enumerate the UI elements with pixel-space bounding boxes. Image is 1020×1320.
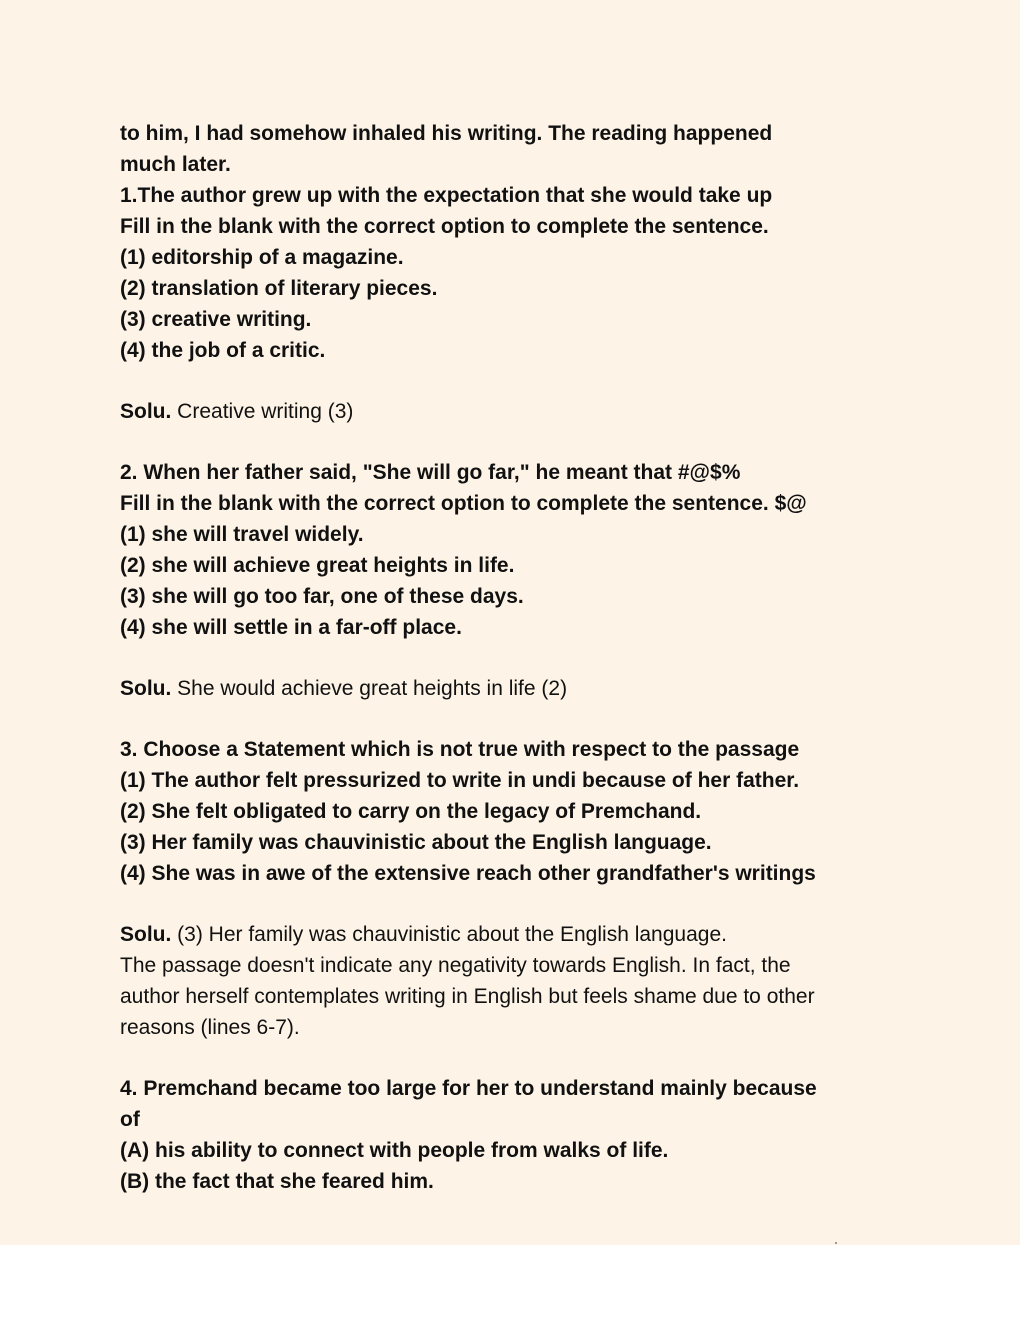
question-1-instruction: Fill in the blank with the correct option to complete the sentence. (120, 215, 769, 238)
question-1-option: (1) editorship of a magazine. (120, 246, 404, 269)
solution-3-explanation: author herself contemplates writing in English but feels shame due to other (120, 985, 815, 1008)
page-content (120, 118, 910, 1197)
page-mark (835, 1242, 837, 1244)
question-1-option: (2) translation of literary pieces. (120, 277, 438, 300)
question-2-option: (4) she will settle in a far-off place. (120, 616, 462, 639)
question-4: 4. Premchand became too large for her to understand mainly because (120, 1077, 817, 1100)
question-3: 3. Choose a Statement which is not true with respect to the passage (120, 738, 800, 761)
question-4-option: (B) the fact that she feared him. (120, 1170, 434, 1193)
solution-text: (3) Her family was chauvinistic about the English language. (171, 923, 727, 946)
solution-1 (120, 396, 910, 427)
question-3-option: (2) She felt obligated to carry on the legacy of Premchand. (120, 800, 702, 823)
question-2-option: (1) she will travel widely. (120, 523, 364, 546)
solution-text: Creative writing (3) (171, 400, 354, 423)
solution-label: Solu. (120, 677, 172, 700)
solution-3 (120, 919, 910, 950)
solution-text: She would achieve great heights in life (2) (171, 677, 568, 700)
solution-label: Solu. (120, 400, 172, 423)
solution-3-explanation: The passage doesn't indicate any negativity towards English. In fact, the (120, 954, 791, 977)
solution-3-explanation: reasons (lines 6-7). (120, 1016, 300, 1039)
question-1-option: (4) the job of a critic. (120, 339, 326, 362)
question-1-option: (3) creative writing. (120, 308, 312, 331)
intro-line: to him, I had somehow inhaled his writing. The reading happened (120, 122, 773, 145)
question-1: 1.The author grew up with the expectation that she would take up (120, 184, 773, 207)
question-3-option: (4) She was in awe of the extensive reach other grandfather's writings (120, 862, 816, 885)
question-2-option: (3) she will go too far, one of these days. (120, 585, 524, 608)
question-4-option: (A) his ability to connect with people from walks of life. (120, 1139, 669, 1162)
question-2: 2. When her father said, "She will go far," he meant that #@$% (120, 461, 741, 484)
question-3-option: (3) Her family was chauvinistic about the English language. (120, 831, 712, 854)
solution-label: Solu. (120, 923, 172, 946)
question-2-instruction: Fill in the blank with the correct option to complete the sentence. $@ (120, 492, 807, 515)
question-4: of (120, 1108, 140, 1131)
question-2-option: (2) she will achieve great heights in life. (120, 554, 515, 577)
question-3-option: (1) The author felt pressurized to write in undi because of her father. (120, 769, 800, 792)
intro-line: much later. (120, 153, 231, 176)
solution-2 (120, 673, 910, 704)
